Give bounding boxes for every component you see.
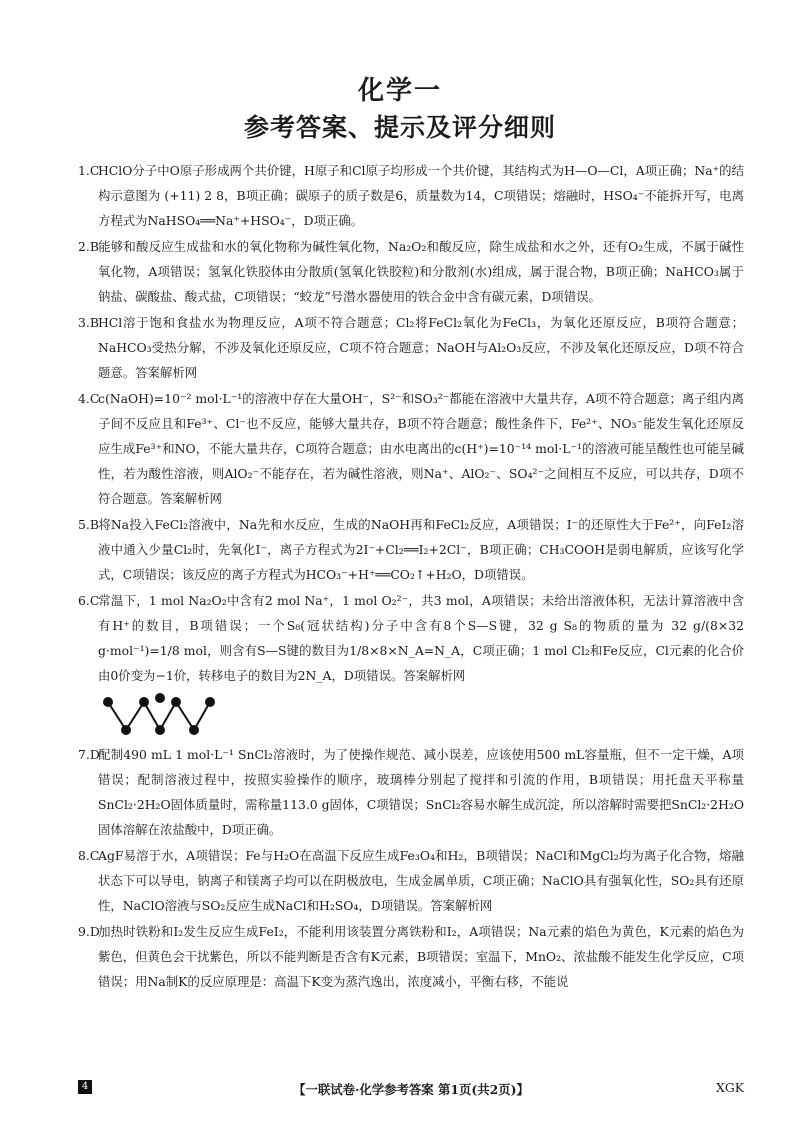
answer-number: 5.B (78, 517, 99, 532)
answer-item-4 (78, 386, 744, 511)
answer-item-6 (78, 588, 744, 738)
footer-title: 【一联试卷·化学参考答案 第1页(共2页)】 (293, 1082, 529, 1097)
answer-number: 7.D (78, 747, 100, 762)
answer-number: 3.B (78, 315, 99, 330)
s8-molecule-icon (98, 692, 218, 738)
s8-crown-structure-figure (98, 692, 744, 738)
answer-list (78, 158, 744, 995)
answer-item-8 (78, 843, 744, 918)
page-footer (78, 1080, 744, 1100)
footer-code: XGK (716, 1080, 744, 1095)
answer-text: 将Na投入FeCl₂溶液中，Na先和水反应，生成的NaOH再和FeCl₂反应，A项错误；I⁻的还原性大于Fe²⁺，向FeI₂溶液中通入少量Cl₂时，先氧化I⁻，离子方程式为2I⁻+Cl₂══I₂+2Cl⁻，B项正确；CH₃COOH是弱电解质，应该写化学式，C项错误；该反应的离子方程式为HCO₃⁻+H⁺══CO₂↑+H₂O，D项错误。 (98, 517, 744, 582)
answer-number: 1.C (78, 163, 100, 178)
answer-item-5 (78, 512, 744, 587)
answer-number: 2.B (78, 239, 99, 254)
page-title: 化学一 (357, 76, 442, 106)
answer-text: 能够和酸反应生成盐和水的氧化物称为碱性氧化物，Na₂O₂和酸反应，除生成盐和水之外，还有O₂生成，不属于碱性氧化物，A项错误；氢氧化铁胶体由分散质(氢氧化铁胶粒)和分散剂(水)组成，属于混合物，B项正确；NaHCO₃属于钠盐、碳酸盐、酸式盐，C项错误；“蛟龙”号潜水器使用的铁合金中含有碳元素，D项错误。 (98, 239, 744, 304)
answer-number: 6.C (78, 593, 100, 608)
answer-number: 9.D (78, 924, 100, 939)
answer-text: AgF易溶于水，A项错误；Fe与H₂O在高温下反应生成Fe₃O₄和H₂，B项错误；NaCl和MgCl₂均为离子化合物，熔融状态下可以导电，钠离子和镁离子均可以在阴极放电，生成金属单质，C项正确；NaClO具有强氧化性，SO₂具有还原性，NaClO溶液与SO₂反应生成NaCl和H₂SO₄，D项错误。答案解析网 (98, 848, 744, 913)
answer-text: c(NaOH)=10⁻² mol·L⁻¹的溶液中存在大量OH⁻，S²⁻和SO₃²⁻都能在溶液中大量共存，A项不符合题意；离子组内离子间不反应且和Fe³⁺、Cl⁻也不反应，能够大量共存，B项不符合题意；酸性条件下，Fe²⁺、NO₃⁻能发生氧化还原反应生成Fe³⁺和NO，不能大量共存，C项符合题意；由水电离出的c(H⁺)=10⁻¹⁴ mol·L⁻¹的溶液可能呈酸性也可能呈碱性，若为酸性溶液，则AlO₂⁻不能存在，若为碱性溶液，则Na⁺、AlO₂⁻、SO₄²⁻之间相互不反应，可以共存，D项不符合题意。答案解析网 (98, 391, 744, 506)
page-subtitle: 参考答案、提示及评分细则 (243, 113, 556, 142)
answer-text: HCl溶于饱和食盐水为物理反应，A项不符合题意；Cl₂将FeCl₂氧化为FeCl₃，为氧化还原反应，B项符合题意；NaHCO₃受热分解，不涉及氧化还原反应，C项不符合题意；NaOH与Al₂O₃反应，不涉及氧化还原反应，D项不符合题意。答案解析网 (98, 315, 744, 380)
answer-text: 常温下，1 mol Na₂O₂中含有2 mol Na⁺，1 mol O₂²⁻，共3 mol，A项错误；未给出溶液体积，无法计算溶液中含有H⁺的数目，B项错误；一个S₈(冠状结构)分子中含有8个S—S键，32 g S₈的物质的量为 32 g/(8×32 g·mol⁻¹)=1/8 mol，则含有S—S键的数目为1/8×8×N_A=N_A，C项正确；1 mol Cl₂和Fe反应，Cl元素的化合价由0价变为−1价，转移电子的数目为2N_A，D项错误。答案解析网 (98, 593, 744, 683)
answer-item-2 (78, 234, 744, 309)
answer-item-7 (78, 742, 744, 842)
answer-number: 4.C (78, 391, 100, 406)
answer-text: 加热时铁粉和I₂发生反应生成FeI₂，不能利用该装置分离铁粉和I₂，A项错误；Na元素的焰色为黄色，K元素的焰色为紫色，但黄色会干扰紫色，所以不能判断是否含有K元素，B项错误；室温下，MnO₂、浓盐酸不能发生化学反应，C项错误；用Na制K的反应原理是：高温下K变为蒸汽逸出，浓度减小，平衡右移，不能说 (98, 924, 744, 989)
answer-text: HClO分子中O原子形成两个共价键，H原子和Cl原子均形成一个共价键，其结构式为H—O—Cl，A项正确；Na⁺的结构示意图为 (+11) 2 8，B项正确；碳原子的质子数是6，质量数为14，C项错误；熔融时，HSO₄⁻不能拆开写，电离方程式为NaHSO₄══Na⁺+HSO₄⁻，D项正确。 (98, 163, 744, 228)
answer-item-3 (78, 310, 744, 385)
answer-item-9 (78, 919, 744, 994)
page-number-badge: 4 (78, 1080, 92, 1094)
answer-text: 配制490 mL 1 mol·L⁻¹ SnCl₂溶液时，为了使操作规范、减小误差，应该使用500 mL容量瓶，但不一定干燥，A项错误；配制溶液过程中，按照实验操作的顺序，玻璃棒分别起了搅拌和引流的作用，B项错误；用托盘天平称量SnCl₂·2H₂O固体质量时，需称量113.0 g固体，C项错误；SnCl₂容易水解生成沉淀，所以溶解时需要把SnCl₂·2H₂O固体溶解在浓盐酸中，D项正确。 (98, 747, 744, 837)
answer-item-1 (78, 158, 744, 233)
answer-number: 8.C (78, 848, 100, 863)
